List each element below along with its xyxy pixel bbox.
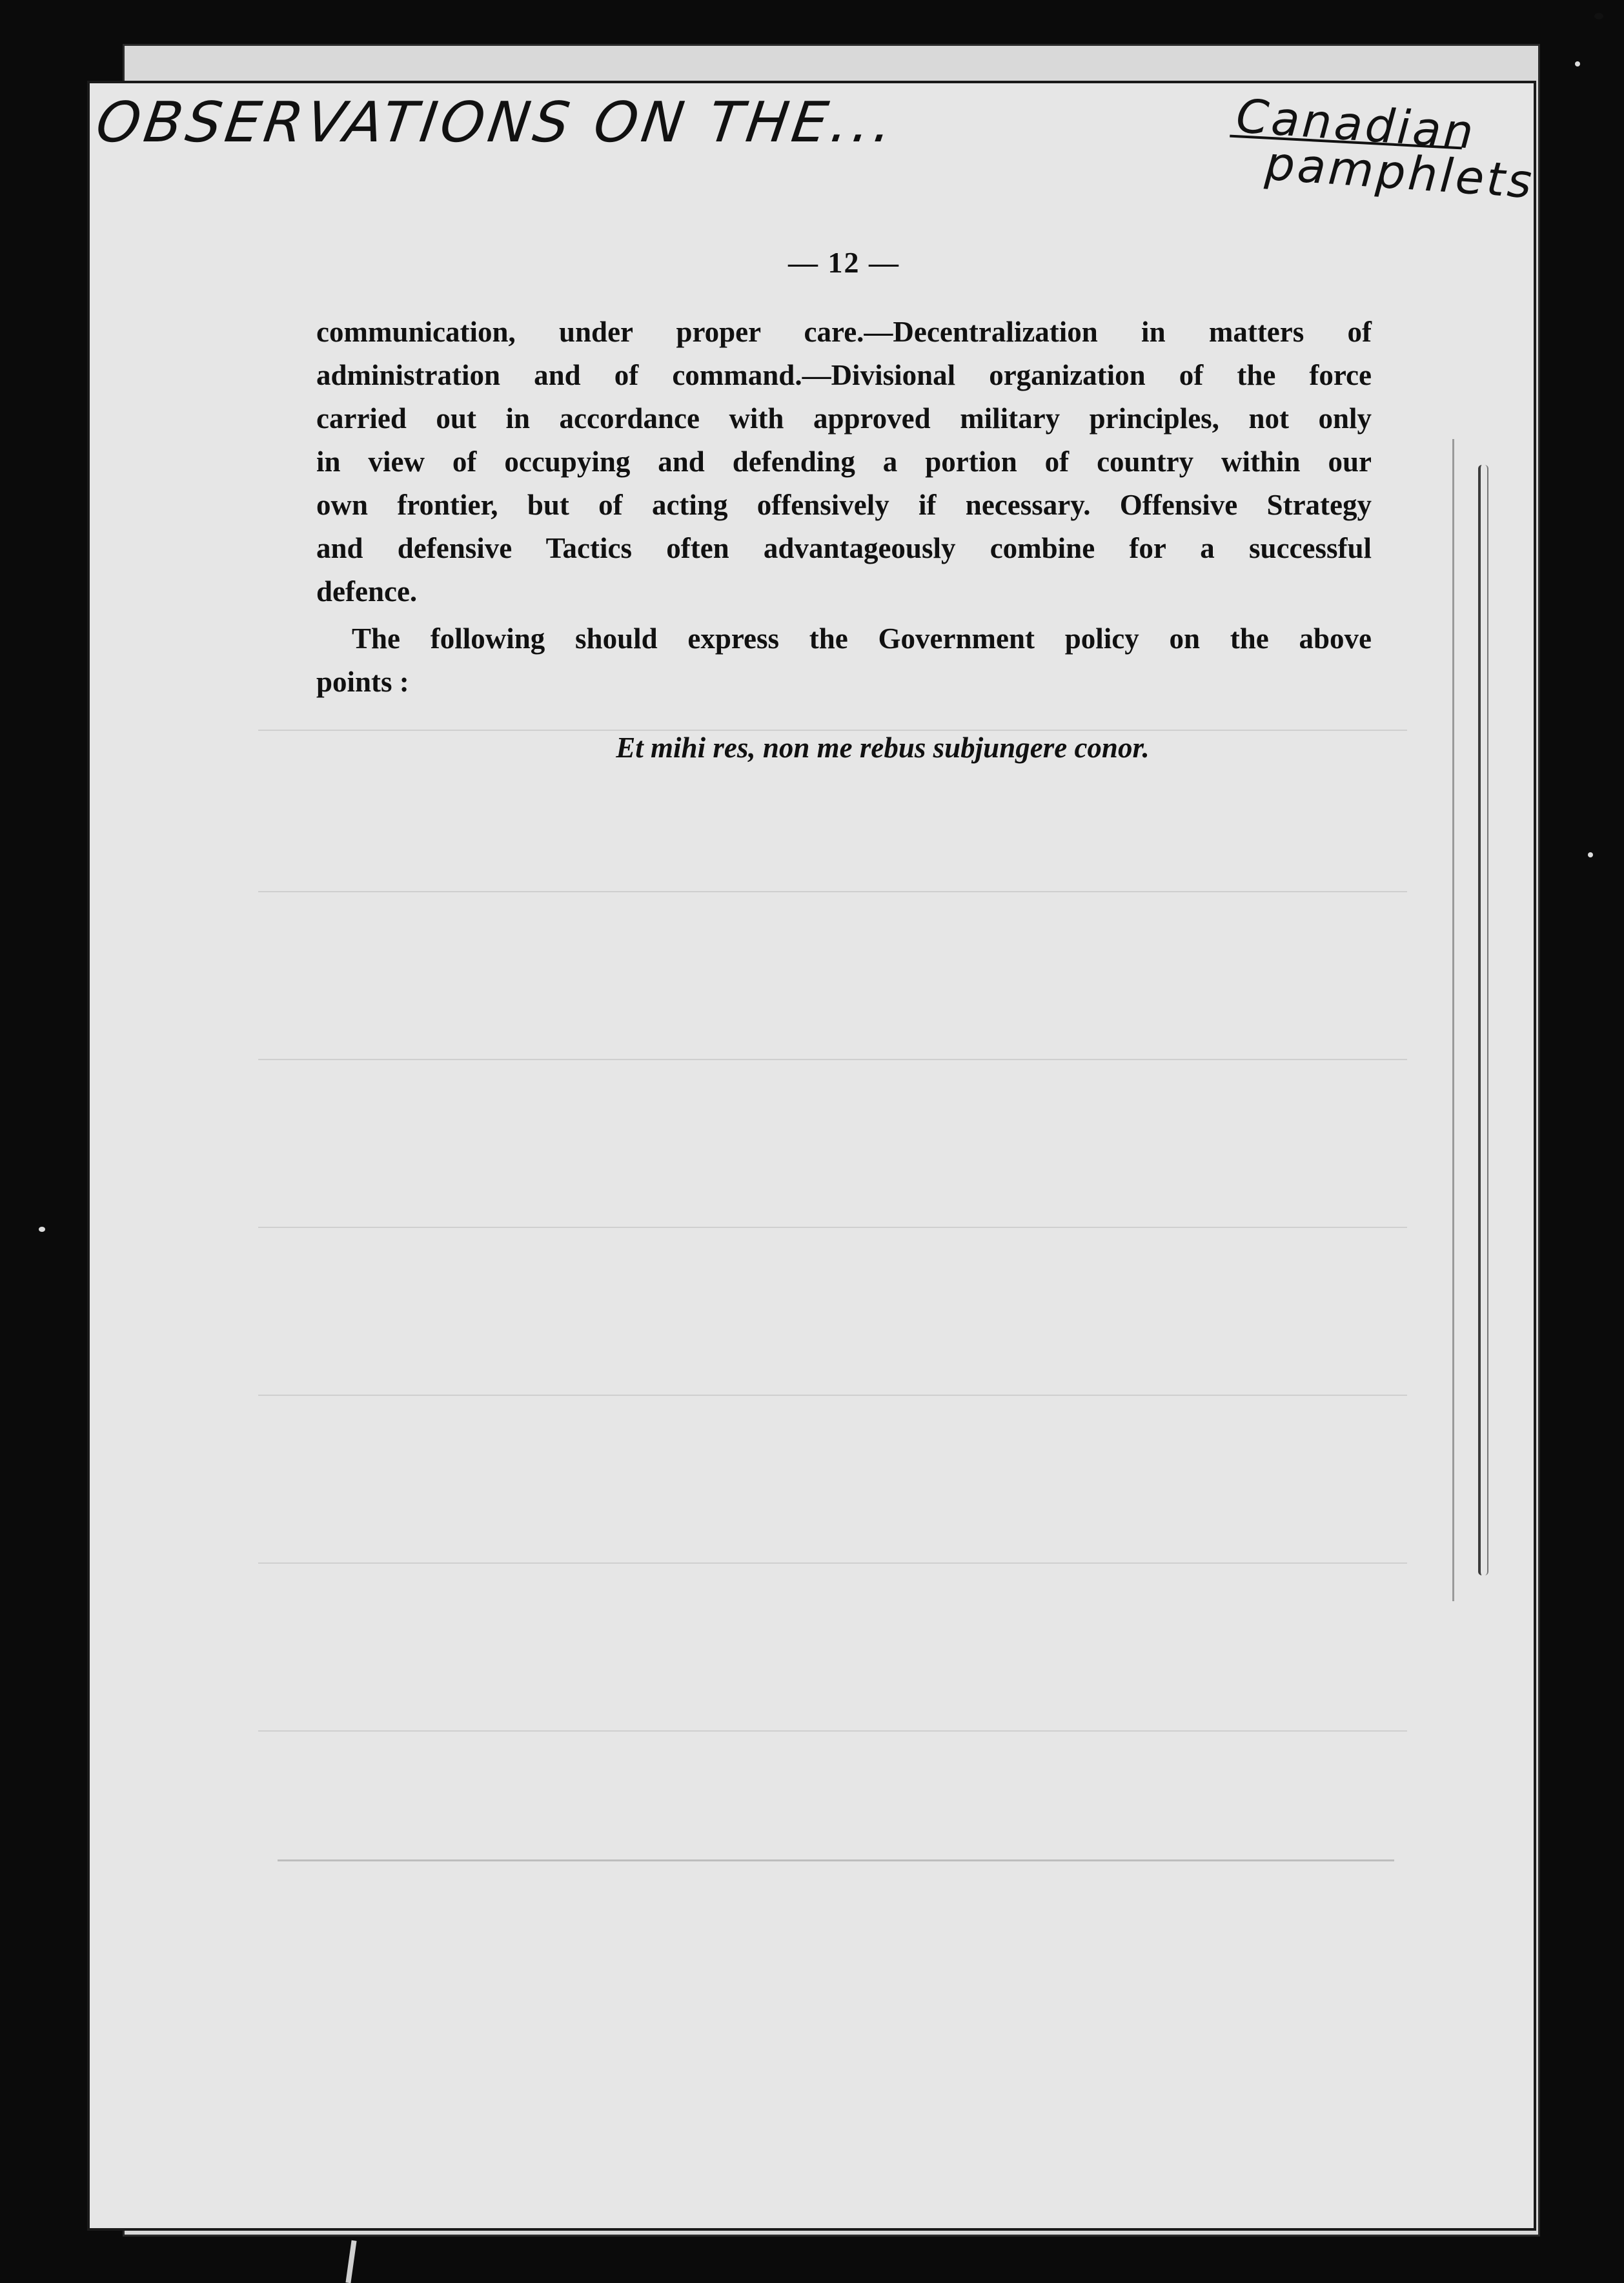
bleed-through-line xyxy=(258,1395,1407,1396)
latin-motto: Et mihi res, non me rebus subjungere conor. xyxy=(616,732,1150,764)
page-edge-mark xyxy=(1452,439,1454,1601)
bleed-through-footnote-rule xyxy=(278,1859,1394,1861)
text-line: in view of occupying and defending a portion of country within our xyxy=(316,445,1372,478)
paragraph-1 xyxy=(316,311,1372,613)
scan-mark xyxy=(345,2240,356,2283)
text-line: defence. xyxy=(316,575,418,608)
handwritten-title: OBSERVATIONS ON THE... xyxy=(92,90,900,155)
bleed-through-line xyxy=(258,1562,1407,1564)
text-line: carried out in accordance with approved military principles, not only xyxy=(316,402,1372,435)
text-line: The following should express the Government policy on the above xyxy=(352,622,1372,655)
bleed-through-line xyxy=(258,1059,1407,1060)
scan-speck xyxy=(1588,852,1593,857)
handwritten-note-line-1: Canadian xyxy=(1234,88,1478,159)
page-text-block xyxy=(316,245,1372,764)
text-line: communication, under proper care.—Decentralization in matters of xyxy=(316,316,1372,348)
handwritten-note-line-2: pamphlets xyxy=(1263,136,1536,209)
page-edge-streak xyxy=(1478,465,1488,1575)
scan-speck xyxy=(1594,13,1603,19)
bleed-through-line xyxy=(258,891,1407,892)
paragraph-2 xyxy=(316,617,1372,704)
scan-speck xyxy=(1575,61,1580,67)
page-number: — 12 — xyxy=(788,246,900,279)
bleed-through-line xyxy=(258,1730,1407,1732)
bleed-through-line xyxy=(258,1227,1407,1228)
text-line: administration and of command.—Divisional organization of the force xyxy=(316,359,1372,391)
text-line: points : xyxy=(316,666,409,698)
text-line: own frontier, but of acting offensively if necessary. Offensive Strategy xyxy=(316,489,1372,521)
text-line: and defensive Tactics often advantageously combine for a successful xyxy=(316,532,1372,564)
scan-speck xyxy=(39,1227,45,1232)
